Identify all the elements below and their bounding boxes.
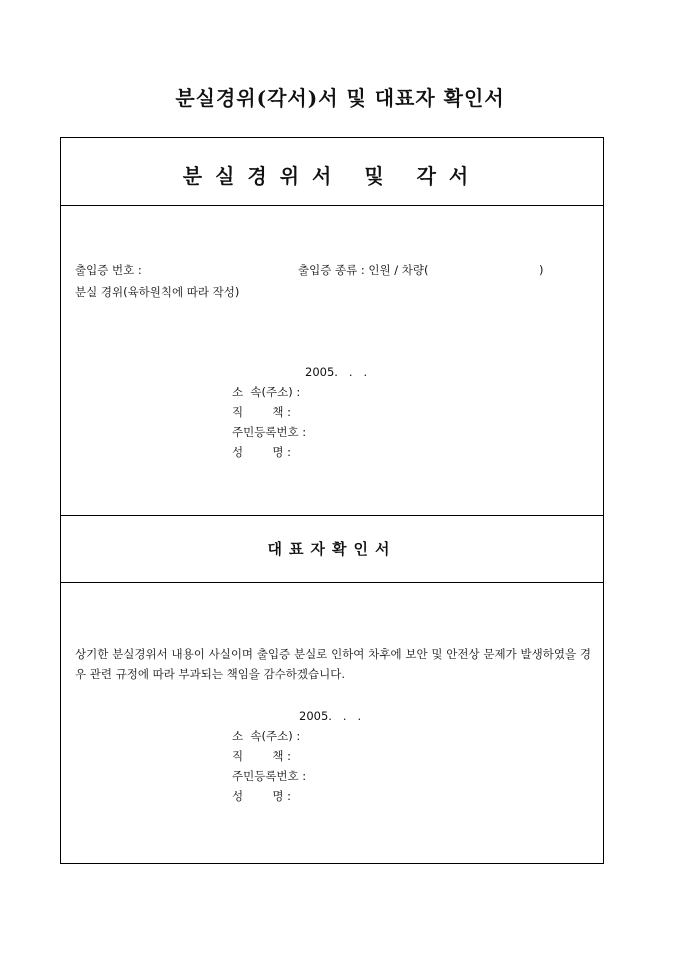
divider bbox=[61, 515, 603, 516]
section2-date: 2005. . . bbox=[299, 709, 362, 723]
section1-date: 2005. . . bbox=[305, 365, 368, 379]
divider bbox=[61, 205, 603, 206]
divider bbox=[61, 582, 603, 583]
representative-statement: 상기한 분실경위서 내용이 사실이며 출입증 분실로 인하여 차후에 보안 및 안전상 문제가 발생하였을 경우 관련 규정에 따라 부과되는 책임을 감수하겠습니다. bbox=[75, 647, 591, 681]
section1-field-position: 직 책 : bbox=[232, 405, 291, 419]
pass-number-label: 출입증 번호 : bbox=[75, 263, 142, 277]
pass-type-label: 출입증 종류 : 인원 / 차량( bbox=[298, 263, 429, 277]
section2-field-position: 직 책 : bbox=[232, 749, 291, 763]
section2-field-affiliation: 소 속(주소) : bbox=[232, 729, 301, 743]
document-title: 분실경위(각서)서 및 대표자 확인서 bbox=[175, 86, 505, 110]
section2-field-resident-number: 주민등록번호 : bbox=[232, 769, 307, 783]
section2-field-name: 성 명 : bbox=[232, 789, 291, 803]
pass-type-close: ) bbox=[539, 263, 544, 277]
section1-field-name: 성 명 : bbox=[232, 445, 291, 459]
section1-title: 분실경위서 및 각서 bbox=[182, 164, 482, 188]
section1-field-affiliation: 소 속(주소) : bbox=[232, 385, 301, 399]
section1-field-resident-number: 주민등록번호 : bbox=[232, 425, 307, 439]
form-box bbox=[60, 137, 604, 864]
loss-details-label: 분실 경위(육하원칙에 따라 작성) bbox=[75, 285, 240, 299]
section2-title: 대표자확인서 bbox=[267, 540, 397, 558]
